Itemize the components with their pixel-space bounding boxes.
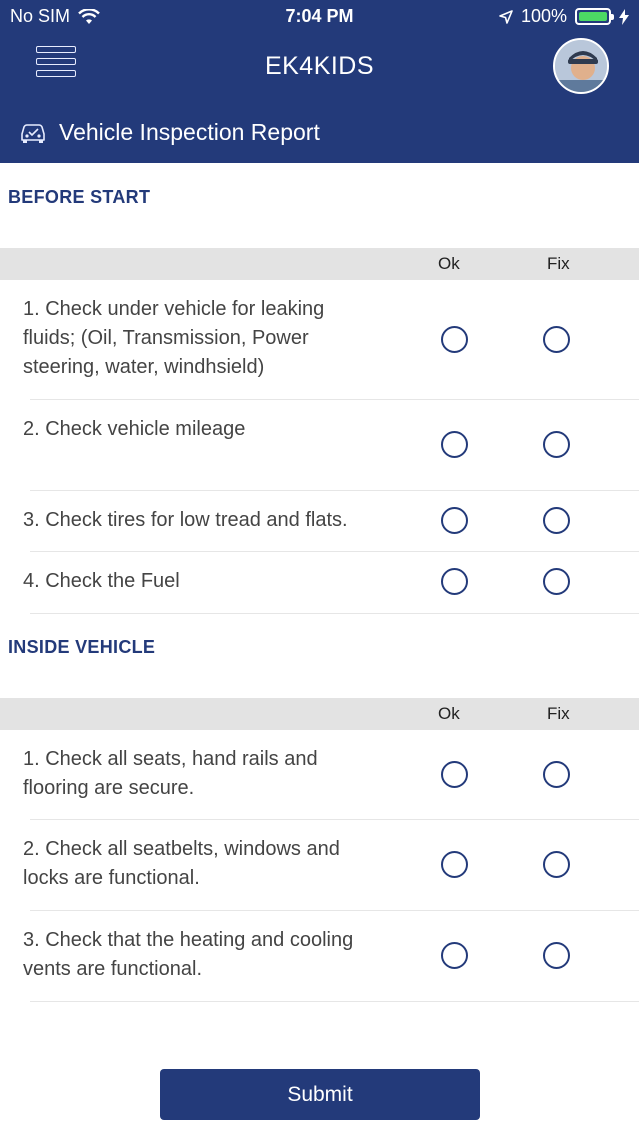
avatar[interactable] <box>553 38 609 94</box>
page-title-bar <box>0 110 639 154</box>
ok-radio[interactable] <box>441 761 468 788</box>
fix-radio[interactable] <box>543 761 570 788</box>
status-time: 7:04 PM <box>285 6 354 26</box>
item-text: flooring are secure. <box>23 777 195 799</box>
fix-radio[interactable] <box>543 942 570 969</box>
item-text: 1. Check all seats, hand rails and <box>23 748 318 770</box>
app-header <box>0 0 639 163</box>
page-title: Vehicle Inspection Report <box>59 118 320 145</box>
fix-radio[interactable] <box>543 431 570 458</box>
fix-radio[interactable] <box>543 851 570 878</box>
item-text: 1. Check under vehicle for leaking <box>23 298 325 320</box>
checklist-row <box>0 911 639 1002</box>
location-arrow-icon <box>499 10 513 24</box>
checklist-row <box>0 730 639 820</box>
ok-radio[interactable] <box>441 326 468 353</box>
navigation-bar <box>0 32 639 100</box>
column-header <box>0 248 639 280</box>
ok-radio[interactable] <box>441 942 468 969</box>
battery-percent: 100% <box>520 6 567 26</box>
item-text: steering, water, windhsield) <box>23 356 265 378</box>
item-text: fluids; (Oil, Transmission, Power <box>23 327 309 349</box>
column-fix-label: Fix <box>547 254 570 273</box>
section-title-inside-vehicle: INSIDE VEHICLE <box>8 637 156 657</box>
ok-radio[interactable] <box>441 507 468 534</box>
app-title: EK4KIDS <box>264 52 375 80</box>
fix-radio[interactable] <box>543 326 570 353</box>
ok-radio[interactable] <box>441 851 468 878</box>
item-text: 3. Check tires for low tread and flats. <box>23 509 348 531</box>
checklist-row <box>0 820 639 911</box>
column-ok-label: Ok <box>438 254 460 273</box>
checklist-row <box>0 552 639 614</box>
submit-button[interactable]: Submit <box>160 1069 480 1120</box>
carrier-label: No SIM <box>10 6 71 26</box>
column-fix-label: Fix <box>547 704 570 723</box>
section-title-before-start: BEFORE START <box>8 187 151 207</box>
battery-icon <box>575 8 611 25</box>
charging-bolt-icon <box>619 9 629 25</box>
column-header <box>0 698 639 730</box>
status-bar <box>0 0 639 32</box>
item-text: 4. Check the Fuel <box>23 570 180 592</box>
fix-radio[interactable] <box>543 507 570 534</box>
column-ok-label: Ok <box>438 704 460 723</box>
checklist-row <box>0 491 639 552</box>
item-text: 3. Check that the heating and cooling <box>23 929 354 951</box>
checklist-row <box>0 400 639 491</box>
item-text: 2. Check all seatbelts, windows and <box>23 838 340 860</box>
car-check-icon <box>19 120 47 144</box>
user-photo-icon <box>555 40 609 94</box>
divider <box>30 1001 639 1002</box>
divider <box>30 613 639 614</box>
item-text: vents are functional. <box>23 958 202 980</box>
item-text: locks are functional. <box>23 867 200 889</box>
fix-radio[interactable] <box>543 568 570 595</box>
ok-radio[interactable] <box>441 568 468 595</box>
checklist-row <box>0 280 639 400</box>
item-text: 2. Check vehicle mileage <box>23 418 246 440</box>
ok-radio[interactable] <box>441 431 468 458</box>
